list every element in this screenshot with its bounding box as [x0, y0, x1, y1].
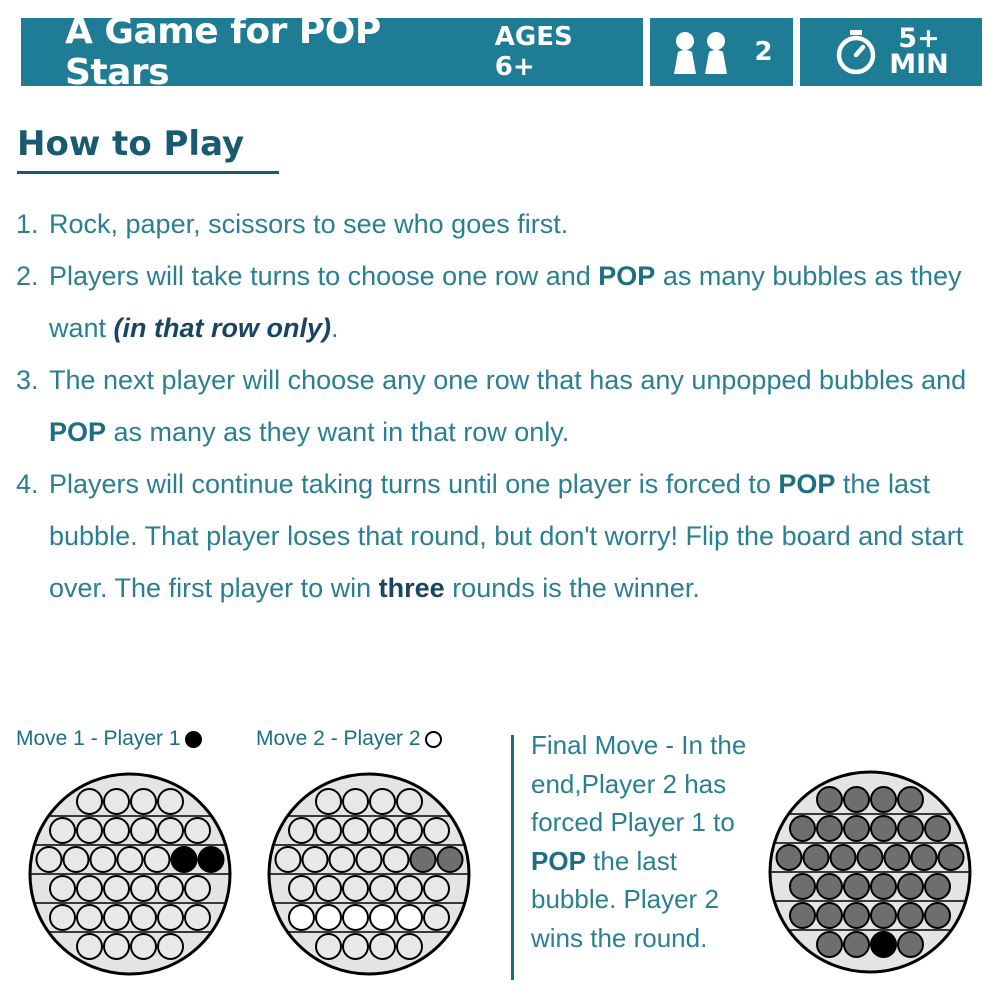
player-1-black-dot [185, 731, 202, 748]
stopwatch-icon [833, 28, 879, 76]
bubble [871, 787, 896, 812]
bubble [397, 934, 422, 959]
bubble [289, 818, 314, 843]
bubble [925, 874, 950, 899]
bubble [145, 847, 170, 872]
players-panel [650, 18, 793, 86]
bubble [131, 934, 156, 959]
bubble [199, 847, 224, 872]
bubble [925, 903, 950, 928]
time-bottom: MIN [889, 49, 949, 80]
keyword-pop: POP [598, 261, 656, 291]
bubble [316, 876, 341, 901]
bubble [831, 845, 856, 870]
bubble [343, 818, 368, 843]
bubble [131, 876, 156, 901]
step-number: 1. [16, 209, 39, 239]
title-underline [17, 171, 279, 174]
bubble [172, 847, 197, 872]
move-1-label [16, 727, 202, 751]
bubble [158, 818, 183, 843]
bubble [777, 845, 802, 870]
rule-step [16, 198, 1000, 250]
text-segment: rounds is the winner. [444, 573, 700, 603]
board-move-1 [26, 770, 234, 978]
step-number: 4. [16, 469, 39, 499]
bubble [844, 903, 869, 928]
step-number: 3. [16, 365, 39, 395]
time-text [889, 23, 949, 80]
bubble [925, 816, 950, 841]
text-segment: Players will continue taking turns until one player is forced to [49, 469, 779, 499]
bubble [104, 818, 129, 843]
bubble [898, 874, 923, 899]
keyword-pop: POP [531, 845, 586, 876]
rule-step [16, 458, 1000, 614]
move-1-text: Move 1 - Player 1 [16, 727, 181, 750]
bubble [871, 932, 896, 957]
bubble [276, 847, 301, 872]
bubble [370, 818, 395, 843]
bubble [817, 874, 842, 899]
bubble [91, 847, 116, 872]
bubble [50, 905, 75, 930]
time-top: 5+ [898, 23, 940, 54]
how-to-play-title: How to Play [17, 124, 245, 164]
bubble [185, 905, 210, 930]
bubble [370, 934, 395, 959]
text-segment: The next player will choose any one row that has any unpopped bubbles and [49, 365, 967, 395]
bubble [185, 818, 210, 843]
bubble [844, 787, 869, 812]
bubble [397, 876, 422, 901]
keyword-three: three [378, 573, 445, 603]
bubble [397, 789, 422, 814]
bubble [289, 876, 314, 901]
bubble [817, 787, 842, 812]
bubble [77, 905, 102, 930]
bubble [158, 789, 183, 814]
text-segment: the last bubble. Player 2 wins the round. [531, 845, 719, 953]
bubble [912, 845, 937, 870]
game-title: A Game for POP Stars [65, 11, 381, 93]
bubble [898, 787, 923, 812]
text-segment: the last bubble. That player loses that round, but don't worry! Flip the board and start over. The first player to win [49, 469, 964, 603]
bubble [77, 934, 102, 959]
bubble [316, 818, 341, 843]
board-move-2 [265, 770, 473, 978]
rules-list [16, 198, 1000, 614]
bubble [424, 818, 449, 843]
bubble [37, 847, 62, 872]
emphasis-text: (in that row only) [113, 313, 332, 343]
bubble [316, 789, 341, 814]
bubble [370, 876, 395, 901]
bubble [438, 847, 463, 872]
bubble [316, 934, 341, 959]
bubble [790, 816, 815, 841]
bubble [343, 876, 368, 901]
bubble [370, 789, 395, 814]
bubble [64, 847, 89, 872]
bubble [844, 874, 869, 899]
bubble [77, 818, 102, 843]
keyword-pop: POP [778, 469, 836, 499]
bubble [858, 845, 883, 870]
bubble [316, 905, 341, 930]
header-title-panel [21, 11, 643, 93]
bubble [817, 816, 842, 841]
bubble [885, 845, 910, 870]
bubble [131, 905, 156, 930]
bubble [131, 818, 156, 843]
bubble [939, 845, 964, 870]
bubble [50, 818, 75, 843]
move-2-label [256, 727, 442, 751]
board-final [766, 768, 974, 976]
step-number: 2. [16, 261, 39, 291]
bubble [104, 789, 129, 814]
bubble [330, 847, 355, 872]
bubble [158, 876, 183, 901]
bubble [871, 816, 896, 841]
step-text [49, 458, 1000, 614]
rule-step [16, 250, 1000, 354]
bubble [118, 847, 143, 872]
bubble [77, 876, 102, 901]
step-text [49, 354, 1000, 458]
bubble [343, 934, 368, 959]
bubble [104, 934, 129, 959]
bubble [357, 847, 382, 872]
text-segment: Rock, paper, scissors to see who goes first. [49, 209, 569, 239]
bubble [898, 932, 923, 957]
bubble [370, 905, 395, 930]
diagram-divider [511, 735, 514, 980]
keyword-pop: POP [49, 417, 107, 447]
bubble [817, 932, 842, 957]
bubble [804, 845, 829, 870]
bubble [158, 905, 183, 930]
bubble [844, 816, 869, 841]
bubble [289, 905, 314, 930]
bubble [898, 903, 923, 928]
bubble [871, 874, 896, 899]
bubble [158, 934, 183, 959]
bubble [343, 905, 368, 930]
rule-step [16, 354, 1000, 458]
player-2-white-dot [425, 731, 442, 748]
time-panel [800, 18, 982, 86]
bubble [424, 876, 449, 901]
bubble [790, 903, 815, 928]
bubble [185, 876, 210, 901]
players-count: 2 [754, 37, 773, 67]
bubble [397, 905, 422, 930]
final-move-text [531, 726, 761, 957]
ages-badge: AGES 6+ [494, 22, 573, 82]
text-segment: as many as they want in that row only. [106, 417, 570, 447]
move-2-text: Move 2 - Player 2 [256, 727, 421, 750]
bubble [303, 847, 328, 872]
bubble [424, 905, 449, 930]
bubble [898, 816, 923, 841]
bubble [397, 818, 422, 843]
bubble [343, 789, 368, 814]
text-segment: Final Move - In the end,Player 2 has forced Player 1 to [531, 730, 747, 837]
bubble [871, 903, 896, 928]
text-segment: . [331, 313, 339, 343]
bubble [77, 789, 102, 814]
text-segment: as many bubbles as they want [49, 261, 962, 343]
step-text [49, 198, 1000, 250]
bubble [844, 932, 869, 957]
bubble [817, 903, 842, 928]
bubble [104, 876, 129, 901]
step-text [49, 250, 1000, 354]
players-icon [670, 30, 732, 74]
bubble [384, 847, 409, 872]
bubble [411, 847, 436, 872]
bubble [790, 874, 815, 899]
bubble [131, 789, 156, 814]
text-segment: Players will take turns to choose one row and [49, 261, 599, 291]
bubble [104, 905, 129, 930]
bubble [50, 876, 75, 901]
